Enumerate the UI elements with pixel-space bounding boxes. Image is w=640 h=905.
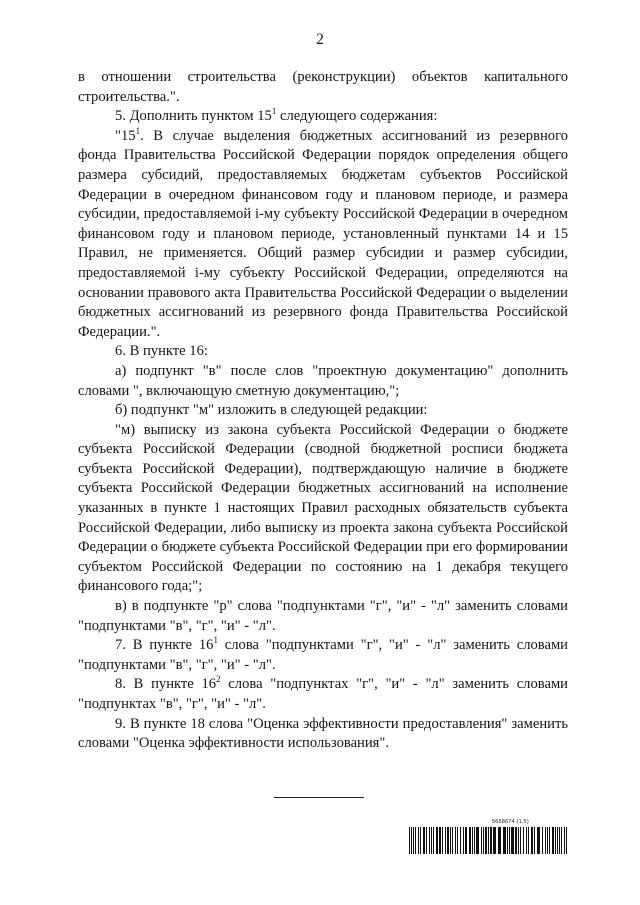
paragraph-item-15-1-text: . В случае выделения бюджетных ассигнований из резервного фонда Правительства Российской Федерации порядок определения общего размера субсидий, предоставляемых бюджетам субъектов Российской Федерации в очередном финансовом году и плановом периоде, и размера субсидии, предоставляемой i-му субъекту Российской Федерации в очередном финансовом году и плановом периоде, установленный пунктами 14 и 15 Правил, не применяется. Общий размер субсидии и размер субсидии, предоставляемой i-му субъекту Российской Федерации, определяются на основании правового акта Правительства Российской Федерации о выделении бюджетных ассигнований из резервного фонда Правительства Российской Федерации.". <box>78 127 568 340</box>
paragraph-item-9: 9. В пункте 18 слова "Оценка эффективности предоставления" заменить словами "Оценка эффективности использования". <box>78 715 568 752</box>
paragraph-item-8-text: 8. В пункте 16 <box>115 676 217 693</box>
separator-line <box>274 797 364 798</box>
superscript: 1 <box>135 125 141 136</box>
paragraph-item-7 <box>78 636 568 675</box>
barcode-code: 5668674 (1.5) <box>492 819 529 825</box>
paragraph-item-5-text: 5. Дополнить пунктом 15 <box>115 108 272 125</box>
paragraph-subitem-m: "м) выписку из закона субъекта Российской Федерации о бюджете субъекта Российской Федерации (сводной бюджетной росписи бюджета субъекта Российской Федерации), подтверждающую наличие в бюджете субъекта Российской Федерации бюджетных ассигнований на исполнение указанных в пункте 1 настоящих Правил расходных обязательств субъекта Российской Федерации, либо выписку из проекта закона субъекта Российской Федерации о бюджете субъекта Российской Федерации при его формировании субъектом Российской Федерации по состоянию на 1 декабря текущего финансового года;"; <box>78 421 568 595</box>
paragraph-subitem-a: а) подпункт "в" после слов "проектную документацию" дополнить словами ", включающую сметную документацию,"; <box>78 362 568 399</box>
paragraph-item-7-text-end: слова "подпунктами "г", "и" - "л" заменить словами "подпунктами "в", "г", "и" - "л". <box>78 637 568 673</box>
paragraph-item-8-text-end: слова "подпунктах "г", "и" - "л" заменить словами "подпунктах "в", "г", "и" - "л". <box>78 676 568 712</box>
page-number: 2 <box>316 31 324 48</box>
paragraph-item-6: 6. В пункте 16: <box>115 343 208 360</box>
paragraph-item-5 <box>78 107 568 127</box>
superscript: 1 <box>271 106 277 117</box>
paragraph-item-5-text-end: следующего содержания: <box>276 108 438 125</box>
paragraph-item-8 <box>78 675 568 714</box>
superscript: 2 <box>216 674 221 685</box>
paragraph-subitem-b: б) подпункт "м" изложить в следующей редакции: <box>115 402 428 419</box>
barcode-image <box>409 827 568 854</box>
paragraph-subitem-v: в) в подпункте "р" слова "подпунктами "г", "и" - "л" заменить словами "подпунктами "в", "г", "и" - "л". <box>78 598 568 634</box>
paragraph-item-15-1-start: "15 <box>115 127 136 144</box>
paragraph-item-7-text: 7. В пункте 16 <box>115 637 214 654</box>
paragraph-item-15-1 <box>78 127 568 343</box>
document-body <box>78 68 568 754</box>
paragraph-continuation: в отношении строительства (реконструкции) объектов капитального строительства.". <box>78 69 568 105</box>
superscript: 1 <box>213 635 218 646</box>
